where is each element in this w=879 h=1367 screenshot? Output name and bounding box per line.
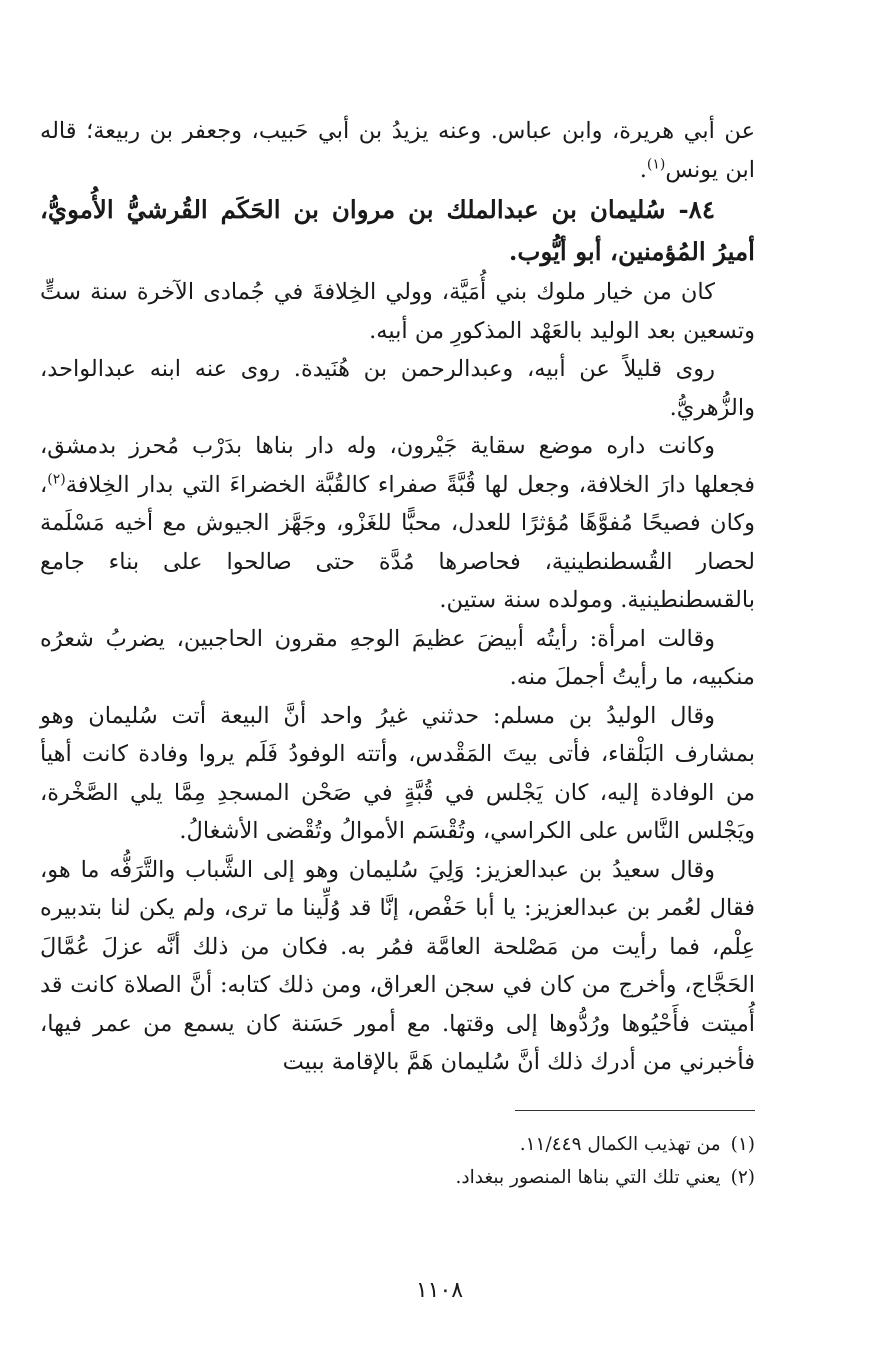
paragraph: كان من خيار ملوك بني أُمَيَّة، وولي الخِلافةَ في جُمادى الآخرة سنة ستٍّ وتسعين بعد الوليد بالعَهْد المذكورِ من أبيه.	[40, 279, 755, 344]
paragraph: وكانت داره موضع سقاية جَيْرون، وله دار بناها بدَرْب مُحرز بدمشق، فجعلها دارَ الخلافة، وجعل لها قُبَّةً صفراء كالقُبَّة الخضراءَ التي بدار الخِلافة$^{(٢)}$، وكان فصيحًا مُفوَّهًا مُؤثرًا للعدل، محبًّا للغَزْو، وجَهَّز الجيوش مع أخيه مَسْلَمة لحصار القُسطنطينية، فحاصرها مُدَّة حتى صالحوا على بناء جامع بالقسطنطينية. ومولده سنة ستين.	[40, 433, 755, 613]
entry-heading: ٨٤- سُليمان بن عبدالملك بن مروان بن الحَكَم القُرشيُّ الأُمويُّ، أميرُ المُؤمنين، أبو أيُّوب.	[40, 195, 755, 266]
footnote-item	[40, 1128, 755, 1161]
footnote-number: (٢)	[730, 1167, 755, 1188]
paragraph: وقالت امرأة: رأيتُه أبيضَ عظيمَ الوجهِ مقرون الحاجبين، يضربُ شعرُه منكبيه، ما رأيتُ أجملَ منه.	[40, 625, 755, 690]
page-body	[40, 112, 755, 1082]
footnote-text: من تهذيب الكمال ١١/٤٤٩.	[519, 1134, 721, 1155]
footnotes	[40, 1128, 755, 1194]
footnote-ref-2: (٢)	[47, 471, 66, 487]
page-number: ١١٠٨	[415, 1278, 464, 1303]
paragraph-continuation: عن أبي هريرة، وابن عباس. وعنه يزيدُ بن أبي حَبيب، وجعفر بن ربيعة؛ قاله ابن يونس$^{(١)}$.	[40, 118, 755, 183]
footnote-number: (١)	[730, 1134, 755, 1155]
paragraph: وقال سعيدُ بن عبدالعزيز: وَلِيَ سُليمان وهو إلى الشَّباب والتَّرَفُّه ما هو، فقال لعُمر بن عبدالعزيز: يا أبا حَفْص، إنَّا قد وُلِّينا ما ترى، ولم يكن لنا بتدبيره عِلْم، فما رأيت من مَصْلحة العامَّة فمُر به. فكان من ذلك أنَّه عزلَ عُمَّالَ الحَجَّاج، وأخرج من كان في سجن العراق، ومن ذلك كتابه: أنَّ الصلاة كانت قد أُميتت فأَحْيُوها ورُدُّوها إلى وقتها. مع أمور حَسَنة كان يسمع من عمر فيها، فأخبرني من أدرك ذلك أنَّ سُليمان هَمَّ بالإقامة ببيت	[40, 856, 755, 1075]
paragraph: وقال الوليدُ بن مسلم: حدثني غيرُ واحد أنَّ البيعة أتت سُليمان وهو بمشارف البَلْقاء، فأتى بيتَ المَقْدس، وأتته الوفودُ فَلَم يروا وفادة كانت أهيأ من الوفادة إليه، كان يَجْلس في قُبَّةٍ في صَحْن المسجدِ مِمَّا يلي الصَّخْرة، ويَجْلس النَّاس على الكراسي، وتُقْسَم الأموالُ وتُقْضى الأشغالُ.	[40, 702, 755, 844]
footnote-divider	[515, 1110, 755, 1111]
footnote-ref-1: (١)	[646, 156, 666, 172]
footnote-item	[40, 1161, 755, 1194]
paragraph: روى قليلاً عن أبيه، وعبدالرحمن بن هُنَيدة. روى عنه ابنه عبدالواحد، والزُّهريُّ.	[40, 356, 755, 421]
footnote-text: يعني تلك التي بناها المنصور ببغداد.	[455, 1167, 721, 1188]
